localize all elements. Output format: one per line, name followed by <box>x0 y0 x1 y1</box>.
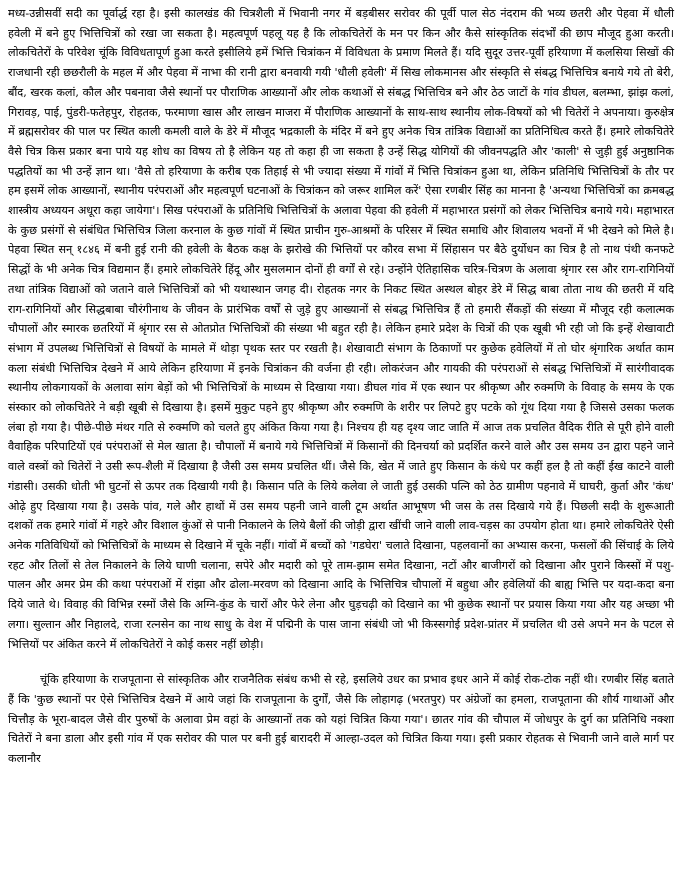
body-paragraph-1: मध्य-उन्नीसवीं सदी का पूर्वार्द्ध रहा है। इसी कालखंड की चित्रशैली में भिवानी नगर में बड़बीसर सरोवर की पूर्वी पाल सेठ नंदराम की भव्य छतरी और पेहवा में धौली हवेली में बने हुए भित्तिचित्रों को रखा जा सकता है। महत्वपूर्ण पहलू यह है कि लोकचितेरों के मन पर किन और कैसे सांस्कृतिक संदर्भों की छाप मौजूद हुआ करती। लोकचितेरों के परिवेश चूंकि विविधतापूर्ण हुआ करते इसीलिये हमें भित्ति चित्रांकन में विविधता के प्रमाण मिलते हैं। यदि सुदूर उत्तर-पूर्वी हरियाणा में कलसिया सिखों की राजधानी रही छछरौली के महल में और पेहवा में नाभा की रानी द्वारा बनवायी गयी 'धौली हवेली' में सिख लोकमानस और संस्कृति से संबद्ध भित्तिचित्र बनाये गये तो बेरी, बौंद, खरक कलां, कौल और पबनावा जैसे स्थानों पर पौराणिक आख्यानों और लोक कथाओं से संबद्ध भित्तिचित्र बने और ठेठ जाटों के गांव डीघल, बलम्भा, झांझ कलां, गिरावड़, पाई, पुंडरी-फतेहपुर, रोहतक, फरमाणा खास और लाखन माजरा में पौराणिक आख्यानों के साथ-साथ स्थानीय लोक-विषयों को भी चितेरों ने अपनाया। कुरुक्षेत्र में ब्रह्मसरोवर की पाल पर स्थित काली कमली वाले के डेरे में मौजूद भद्रकाली के मंदिर में बने हुए अनेक चित्र तांत्रिक विद्याओं का प्रतिनिधित्व करते हैं। हमारे लोकचितेरे वैसे चित्र किस प्रकार बना पाये यह शोध का विषय तो है लेकिन यह तो कहा ही जा सकता है उन्हें सिद्ध योगियों की जीवनपद्धति और 'काली' से जुड़ी हुई अनुष्ठानिक पद्धतियों का भी उन्हें ज्ञान था। 'वैसे तो हरियाणा के करीब एक तिहाई से भी ज्यादा संख्या में गांवों में भित्ति चित्रांकन हुआ था, लेकिन प्रतिनिधि भित्तिचित्रों के तौर पर हम इसमें लोक आख्यानों, स्थानीय परंपराओं और महत्वपूर्ण घटनाओं के चित्रांकन को जरूर शामिल करें' ऐसा रणबीर सिंह का मानना है 'अन्यथा भित्तिचित्रों का क्रमबद्ध शास्त्रीय अध्ययन अधूरा कहा जायेगा'। सिख परंपराओं के प्रतिनिधि भित्तिचित्रों के अलावा पेहवा की हवेली में महाभारत प्रसंगों को लेकर भित्तिचित्र बनाये गये। महाभारत के कुछ प्रसंगों से संबंधित भित्तिचित्र जिला करनाल के कुछ गांवों में स्थित प्राचीन गुरु-आश्रमों के परिसर में स्थित समाधि और शिवालय भवनों में भी देखने को मिले है। पेहवा स्थित सन् १८४६ में बनी हुई रानी की हवेली के बैठक कक्ष के झरोखे की भित्तियों पर कौरव सभा में सिंहासन पर बैठे दुर्योधन का चित्र है तो नाथ पंथी कनफटे सिद्धों के भी अनेक चित्र विद्यमान हैं। हमारे लोकचितेरे हिंदू और मुसलमान दोनों ही वर्गों से रहे। उन्होंने ऐतिहासिक चरित्र-चित्रण के अलावा श्रृंगार रस और राग-रागिनियों तथा तांत्रिक विद्याओं को जताने वाले भित्तिचित्रों को भी यथास्थान जगह दी। रोहतक नगर के निकट स्थित अस्थल बोहर डेरे में सिद्ध बाबा तोता नाथ की छतरी में यदि राग-रागिनियों और सिद्धबाबा चौरंगीनाथ के जीवन के प्रारंभिक वर्षों से जुड़े हुए आख्यानों से संबद्ध भित्तिचित्र हैं तो हमारी सैंकड़ों की संख्या में मौजूद रही कलात्मक चौपालों और स्मारक छतरियों में श्रृंगार रस से ओतप्रोत भित्तिचित्रों की संख्या भी बहुत रही है। लेकिन हमारे प्रदेश के चित्रों की एक खूबी भी रही जो कि इन्हें शेखावाटी संभाग में उपलब्ध भित्तिचित्रों से विषयों के मामले में थोड़ा पृथक स्तर पर रखती है। शेखावाटी संभाग के ठिकाणों पर कुछेक हवेलियों में तो घोर श्रृंगारिक अर्थात काम कला संबंधी भित्तिचित्र देखने में आये लेकिन हरियाणा में इनके चित्रांकन की वर्जना ही रही। लोकरंजन और गायकी की परंपराओं से संबद्ध भित्तिचित्रों में सारंगीवादक स्थानीय लोकगायकों के अलावा सांग बेड़ों को भी भित्तिचित्रों के माध्यम से दिखाया गया। डीघल गांव में एक स्थान पर श्रीकृष्ण और रुक्मणि के विवाह के समय के एक संस्कार को लोकचितेरे ने बड़ी खूबी से दिखाया है। इसमें मुकुट पहने हुए श्रीकृष्ण और रुक्मणि के शरीर पर लिपटे हुए पटके को गूंथ दिया गया है जिससे उसका फलक लंबा हो गया है। पीछे-पीछे मंथर गति से रुक्मणि को चलते हुए अंकित किया गया है। निश्चय ही यह दृश्य जाट जाति में आज तक प्रचलित वैदिक रीति से पूरी होने वाली वैवाहिक परिपाटियों एवं परंपराओं से मेल खाता है। चौपालों में बनाये गये भित्तिचित्रों में किसानों की दिनचर्या को प्रदर्शित करने वाले और उस समय उन द्वारा पहने जाने वाले वस्त्रों को चितेरों ने उसी रूप-शैली में दिखाया है जैसी उस समय प्रचलित थीं। जैसे कि, खेत में जाते हुए किसान के कंधे पर कहीं हल है तो कहीं ईख काटने वाली गंडासी। उसकी धोती भी घुटनों से ऊपर तक दिखायी गयी है। किसान पति के लिये कलेवा ले जाती हुई उसकी पत्नि को ठेठ ग्रामीण पहनावे में घाघरी, कुर्ता और 'कंध' ओढ़े हुए दिखाया गया है। उसके पांव, गले और हाथों में उस समय पहनी जाने वाली टूम अर्थात आभूषण भी जस के तस दिखाये गये हैं। पिछली सदी के शुरूआती दशकों तक हमारे गांवों में गहरे और विशाल कुंओं से पानी निकालने के लिये बैलों की जोड़ी द्वारा खींची जाने वाली लाव-चड़स का उपयोग होता था। हमारे लोकचितेरे ऐसी अनेक गतिविधियों को भित्तिचित्रों के माध्यम से दिखाने में चूके नहीं। गांवों में बच्चों को 'गडघेरा' चलाते दिखाना, पहलवानों का अभ्यास करना, फसलों की सिंचाई के लिये रहट और तिलों से तेल निकालने के लिये घाणी चलाना, सपेरे और मदारी को पूरे ताम-झाम समेत दिखाना, नटों और बाजीगरों को दिखाना और पुराने किस्सों में पशु-पालन और अमर प्रेम की कथा परंपराओं में रांझा और ढोला-मरवण को दिखाना आदि के भित्तिचित्र चौपालों में बहुधा और हवेलियों की बाह्य भित्ति पर यदा-कदा बना दिये जाते थे। विवाह की विभिन्न रस्मों जैसे कि अग्नि-कुंड के चारों और फेरे लेना और घुड़चढ़ी को दिखाने का भी कुछेक स्थानों पर प्रयास किया गया और यह अच्छा भी लगा। सुल्तान और निहालदे, राजा रत्नसेन का नाथ साधु के वेश में पद्मिनी के पास जाना संबंधी जो भी किस्सगोई प्रदेश-प्रांतर में प्रचलित थी उसे अपने मन के पटल से भित्तियों पर अंकित करने में लोकचितेरों ने कोई कसर नहीं छोड़ी। <box>8 7 674 651</box>
paragraph-spacer <box>8 654 674 670</box>
body-paragraph-2: चूंकि हरियाणा के राजपूताना से सांस्कृतिक और राजनैतिक संबंध कभी से रहे, इसलिये उधर का प्रभाव इधर आने में कोई रोक-टोक नहीं थी। रणबीर सिंह बताते हैं कि 'कुछ स्थानों पर ऐसे भित्तिचित्र देखने में आये जहां कि राजपूताना के दुर्गों, जैसे कि लोहागढ़ (भरतपुर) पर अंग्रेजों का हमला, राजपूताना की शौर्य गाथाओं और चित्तौड़ के भूरा-बादल जैसे वीर पुरुषों के अलावा प्रेम वहां के आख्यानों तक को यहां चित्रित किया गया'। छातर गांव की चौपाल में जोधपुर के दुर्ग का प्रतिनिधि नक्शा चितेरों ने बना डाला और इसी गांव में एक सरोवर की पाल पर बनी हुई बारादरी में आल्हा-उदल को चित्रित किया गया। इसी प्रकार रोहतक से भिवानी जाने वाले मार्ग पर कलानौर <box>8 673 674 766</box>
